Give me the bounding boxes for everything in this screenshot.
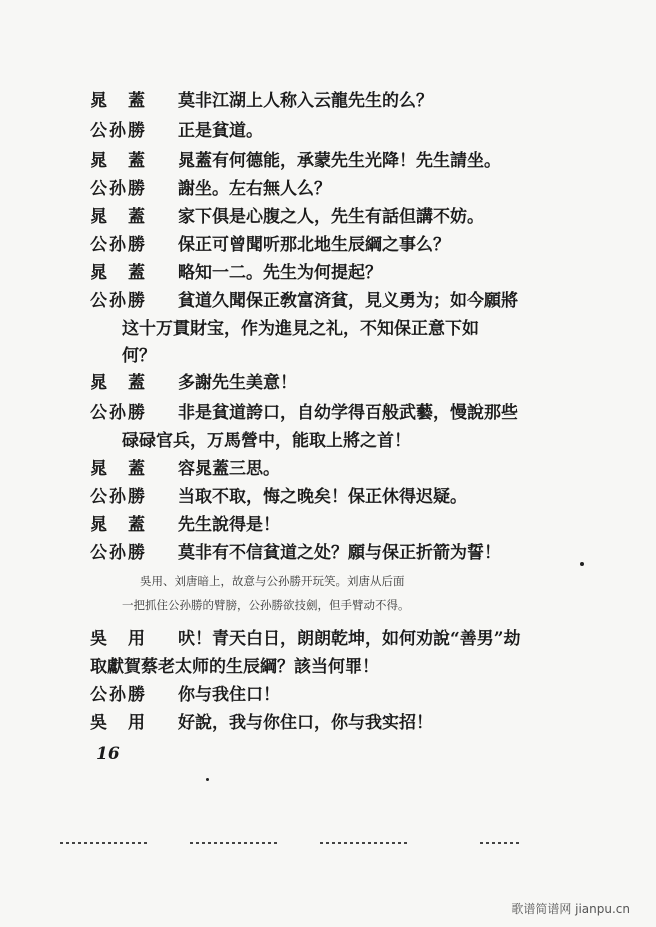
speech: 正是貧道。: [178, 121, 263, 141]
speaker: 晁 蓋: [90, 91, 147, 111]
scan-artifact: [60, 842, 150, 844]
dialogue-line: [90, 372, 297, 394]
speech: 吠！青天白日，朗朗乾坤，如何劝說“善男”劫: [178, 629, 521, 649]
scan-artifact: [480, 842, 520, 844]
speaker: 晁 蓋: [90, 459, 147, 479]
speaker: 公孙勝: [90, 543, 147, 563]
continuation-line: 何？: [122, 346, 156, 366]
speaker: 晁 蓋: [90, 207, 147, 227]
speech: 貧道久聞保正敎富済貧，見义勇为；如今願將: [178, 291, 518, 311]
speech: 当取不取，悔之晚矣！保正休得迟疑。: [178, 487, 467, 507]
speech: 莫非有不信貧道之处？願与保正折箭为誓！: [178, 543, 501, 563]
dialogue-line: [90, 150, 501, 172]
speech: 非是貧道誇口，自幼学得百般武藝，慢說那些: [178, 403, 518, 423]
dialogue-line: [90, 262, 382, 284]
speech: 晁蓋有何德能，承蒙先生光降！先生請坐。: [178, 151, 501, 171]
dialogue-line: [90, 290, 518, 312]
speech: 莫非江湖上人称入云龍先生的么？: [178, 91, 433, 111]
speech: 容晁蓋三思。: [178, 459, 280, 479]
speaker: 晁 蓋: [90, 515, 147, 535]
speech: 先生說得是！: [178, 515, 280, 535]
speech: 謝坐。左右無人么？: [178, 179, 331, 199]
speech: 好說，我与你住口，你与我实招！: [178, 713, 433, 733]
ink-spot: [206, 778, 209, 781]
dialogue-line: [90, 628, 521, 650]
dialogue-line: [90, 542, 501, 564]
continuation-line: 取獻賀蔡老太师的生辰綱？該当何罪！: [90, 657, 379, 677]
speaker: 公孙勝: [90, 235, 147, 255]
speaker: 吳 用: [90, 629, 147, 649]
speech: 家下俱是心腹之人，先生有話但講不妨。: [178, 207, 484, 227]
speaker: 公孙勝: [90, 403, 147, 423]
continuation-line: 这十万貫財宝，作为進見之礼，不知保正意下如: [122, 319, 479, 339]
speaker: 晁 蓋: [90, 263, 147, 283]
dialogue-line: [90, 120, 263, 142]
speaker: 吳 用: [90, 713, 147, 733]
dialogue-line: [90, 514, 280, 536]
speech: 多謝先生美意！: [178, 373, 297, 393]
speech: 保正可曾聞听那北地生辰綱之事么？: [178, 235, 450, 255]
speaker: 公孙勝: [90, 179, 147, 199]
ink-spot: [580, 562, 584, 566]
dialogue-line: [90, 402, 518, 424]
speech: 略知一二。先生为何提起？: [178, 263, 382, 283]
speaker: 公孙勝: [90, 487, 147, 507]
page-number: 16: [96, 744, 120, 764]
dialogue-line: [90, 684, 280, 706]
scan-artifact: [320, 842, 410, 844]
stage-direction: 吳用、刘唐暗上，故意与公孙勝开玩笑。刘唐从后面: [140, 574, 405, 588]
speech: 你与我住口！: [178, 685, 280, 705]
dialogue-line: [90, 178, 331, 200]
continuation-line: 碌碌官兵，万馬營中，能取上將之首！: [122, 431, 411, 451]
watermark: 歌谱简谱网 jianpu.cn: [511, 902, 630, 916]
dialogue-line: [90, 712, 433, 734]
speaker: 晁 蓋: [90, 373, 147, 393]
dialogue-line: [90, 206, 484, 228]
speaker: 公孙勝: [90, 121, 147, 141]
stage-direction: 一把抓住公孙勝的臂膀，公孙勝欲技劍，但手臂动不得。: [122, 598, 410, 612]
speaker: 晁 蓋: [90, 151, 147, 171]
scan-artifact: [190, 842, 280, 844]
speaker: 公孙勝: [90, 685, 147, 705]
dialogue-line: [90, 458, 280, 480]
dialogue-line: [90, 90, 433, 112]
dialogue-line: [90, 234, 450, 256]
speaker: 公孙勝: [90, 291, 147, 311]
dialogue-line: [90, 486, 467, 508]
